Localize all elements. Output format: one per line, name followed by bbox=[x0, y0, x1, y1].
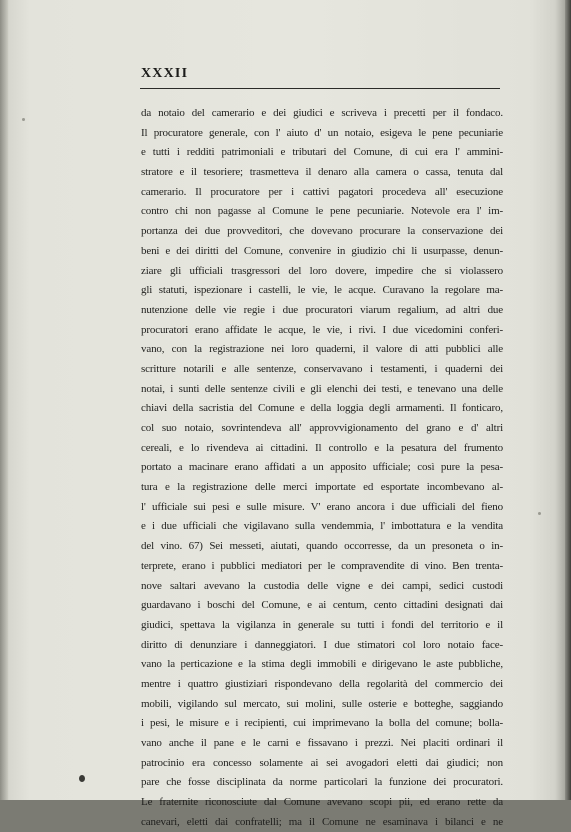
text-line: vano, con la registrazione nei loro quaderni, il valore di atti pubblici alle bbox=[141, 343, 503, 356]
text-line: camerario. Il procuratore per i cattivi pagatori procedeva all' esecuzione bbox=[141, 185, 503, 198]
body-text bbox=[141, 104, 503, 832]
text-line: procuratori erano affidate le acque, le vie, i rivi. I due vicedomini conferi- bbox=[141, 323, 503, 336]
text-line: pare che fosse disciplinata da norme particolari la funzione dei procuratori. bbox=[141, 776, 503, 789]
text-line: mentre i quattro giustiziari rispondevano della regolarità del commercio dei bbox=[141, 677, 503, 690]
text-line: vano la perticazione e la stima degli immobili e dirigevano le aste pubbliche, bbox=[141, 658, 503, 671]
text-line: diritto di denunziare i danneggiatori. I due stimatori col loro notaio face- bbox=[141, 638, 503, 651]
text-line: guardavano i boschi del Comune, e ai centum, cento cittadini designati dai bbox=[141, 599, 503, 612]
text-line: portanza dei due provveditori, che dovevano procurare la conservazione dei bbox=[141, 225, 503, 238]
text-line: e tutti i redditi patrimoniali e tributari del Comune, di cui era l' ammini- bbox=[141, 146, 503, 159]
text-line: contro chi non pagasse al Comune le pene pecuniarie. Notevole era l' im- bbox=[141, 205, 503, 218]
text-line: canevari, eletti dai confratelli; ma il Comune ne esaminava i bilanci e ne bbox=[141, 815, 503, 828]
text-line: stratore e il tesoriere; trasmetteva il denaro alla camera o cassa, tenuta dal bbox=[141, 166, 503, 179]
text-line: del vino. 67) Sei messeti, aiutati, quando occorresse, da un presoneta o in- bbox=[141, 540, 503, 553]
text-line: gli statuti, ispezionare i castelli, le vie, le acque. Curavano la regolare ma- bbox=[141, 284, 503, 297]
text-line: Il procuratore generale, con l' aiuto d' un notaio, esigeva le pene pecuniarie bbox=[141, 126, 503, 139]
paper-speck bbox=[22, 118, 25, 121]
text-line: terprete, erano i pubblici mediatori per le compravendite di vino. Ben trenta- bbox=[141, 559, 503, 572]
text-line: mobili, vigilando sul mercato, sui molini, sulle osterie e botteghe, saggiando bbox=[141, 697, 503, 710]
paper-speck bbox=[538, 512, 541, 515]
running-head bbox=[140, 66, 500, 89]
text-line: Le fraternite riconosciute dal Comune avevano scopi pii, ed erano rette da bbox=[141, 796, 503, 809]
text-line: tura e la registrazione delle merci importate ed esportate incombevano al- bbox=[141, 481, 503, 494]
text-line: notai, i sunti delle sentenze civili e gli elenchi dei testi, e tenevano una delle bbox=[141, 382, 503, 395]
text-line: beni e dei diritti del Comune, convenire in giudizio chi li usurpasse, denun- bbox=[141, 244, 503, 257]
page-number: XXXII bbox=[141, 66, 189, 81]
text-line: cereali, e lo rivendeva ai cittadini. Il controllo e la pesatura del frumento bbox=[141, 441, 503, 454]
text-line: col suo notaio, sovrintendeva all' approvvigionamento del grano e d' altri bbox=[141, 422, 503, 434]
text-line: scritture notarili e alle sentenze, conservavano i testamenti, i quaderni dei bbox=[141, 362, 503, 375]
text-line: i pesi, le misure e i recipienti, cui imprimevano la bolla del comune; bolla- bbox=[141, 717, 503, 730]
text-line: ziare gli ufficiali trasgressori del loro dovere, impedire che si violassero bbox=[141, 264, 503, 277]
text-line: nutenzione delle vie regie i due procuratori viarum regalium, ad altri due bbox=[141, 303, 503, 316]
text-line: nove saltari avevano la custodia delle vigne e dei campi, sedici custodi bbox=[141, 579, 503, 592]
ink-spot bbox=[79, 775, 85, 782]
text-line: giudici, spettava la vigilanza in generale su tutti i fondi del territorio e il bbox=[141, 618, 503, 631]
text-line: da notaio del camerario e dei giudici e scriveva i precetti per il fondaco. bbox=[141, 107, 503, 119]
text-line: portato a macinare erano affidati a un apposito ufficiale; così pure la pesa- bbox=[141, 461, 503, 474]
text-line: patrocinio era concesso solamente ai sei avogadori eletti dai giudici; non bbox=[141, 756, 503, 769]
text-line: l' ufficiale sui pesi e sulle misure. V' erano ancora i due ufficiali del fieno bbox=[141, 500, 503, 513]
text-line: chiavi della sacristia del Comune e della loggia degli armamenti. Il fonticaro, bbox=[141, 402, 503, 415]
text-line: vano anche il pane e le carni e fissavano i prezzi. Nei placiti ordinari il bbox=[141, 737, 503, 749]
text-line: e i due ufficiali che vigilavano sulla vendemmia, l' imbottatura e la vendita bbox=[141, 520, 503, 533]
